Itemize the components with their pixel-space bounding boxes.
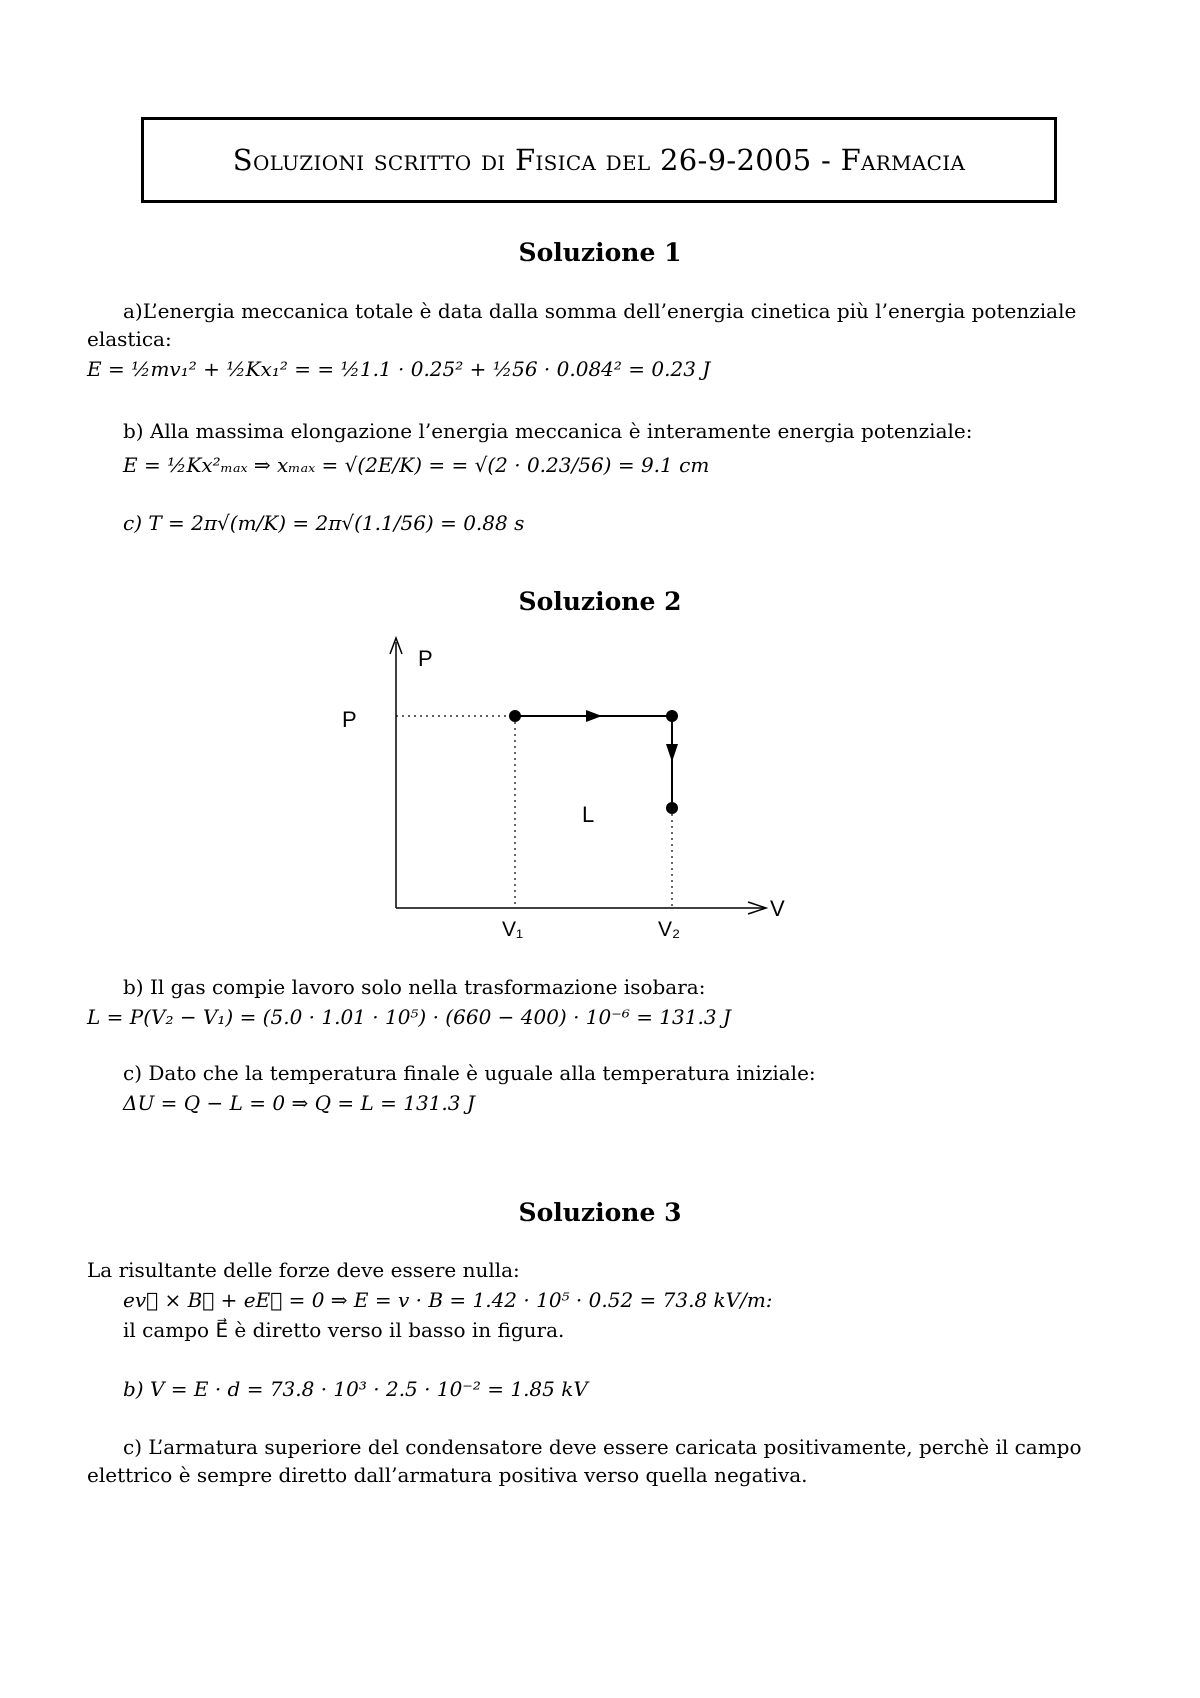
v2-label: V₂	[658, 918, 681, 941]
solution-3a-formula: ev⃗ × B⃗ + eE⃗ = 0 ⇒ E = v · B = 1.42 · 10⁵ · 0.52 = 73.8 kV/m:	[123, 1288, 773, 1312]
solution-3-heading: Soluzione 3	[518, 1198, 682, 1227]
title-box	[141, 117, 1057, 203]
pv-diagram	[342, 630, 840, 950]
p-level-label: P	[342, 707, 357, 732]
solution-2c-text: c) Dato che la temperatura finale è uguale alla temperatura iniziale:	[123, 1061, 816, 1085]
solution-2c-formula: ΔU = Q − L = 0 ⇒ Q = L = 131.3 J	[123, 1091, 475, 1115]
work-area-label: L	[582, 802, 595, 827]
solution-3a-note: il campo E⃗ è diretto verso il basso in figura.	[123, 1318, 565, 1342]
solution-2-heading: Soluzione 2	[518, 587, 682, 616]
solution-1b-text: b) Alla massima elongazione l’energia meccanica è interamente energia potenziale:	[123, 419, 973, 443]
isobaric-arrow-icon	[586, 710, 602, 722]
solution-1a-formula: E = ½mv₁² + ½Kx₁² = = ½1.1 · 0.25² + ½56 · 0.084² = 0.23 J	[87, 357, 711, 381]
solution-1b-formula: E = ½Kx²ₘₐₓ ⇒ xₘₐₓ = √(2E/K) = = √(2 · 0.23/56) = 9.1 cm	[123, 453, 710, 477]
isochoric-arrow-icon	[666, 744, 678, 762]
state-point-3	[666, 802, 678, 814]
solution-2b-formula: L = P(V₂ − V₁) = (5.0 · 1.01 · 10⁵) · (660 − 400) · 10⁻⁶ = 131.3 J	[87, 1005, 731, 1029]
solution-3-intro: La risultante delle forze deve essere nulla:	[87, 1258, 520, 1282]
solution-2b-text: b) Il gas compie lavoro solo nella trasformazione isobara:	[123, 975, 706, 999]
v1-label: V₁	[502, 918, 524, 941]
state-point-2	[666, 710, 678, 722]
solution-3c-text: c) L’armatura superiore del condensatore deve essere caricata positivamente, perchè il campo elettrico è sempre diretto dall’armatura positiva verso quella negativa.	[87, 1435, 1082, 1487]
solution-3b-formula: b) V = E · d = 73.8 · 10³ · 2.5 · 10⁻² = 1.85 kV	[123, 1377, 588, 1401]
solution-1a-text: a)L’energia meccanica totale è data dalla somma dell’energia cinetica più l’energia potenziale elastica:	[87, 299, 1077, 351]
solution-1c-formula: c) T = 2π√(m/K) = 2π√(1.1/56) = 0.88 s	[123, 511, 525, 535]
document-title: Soluzioni scritto di Fisica del 26-9-2005 - Farmacia	[232, 143, 966, 177]
v-axis-label: V	[770, 896, 785, 921]
p-axis-label: P	[418, 646, 433, 671]
state-point-1	[509, 710, 521, 722]
solution-1-heading: Soluzione 1	[518, 238, 682, 267]
